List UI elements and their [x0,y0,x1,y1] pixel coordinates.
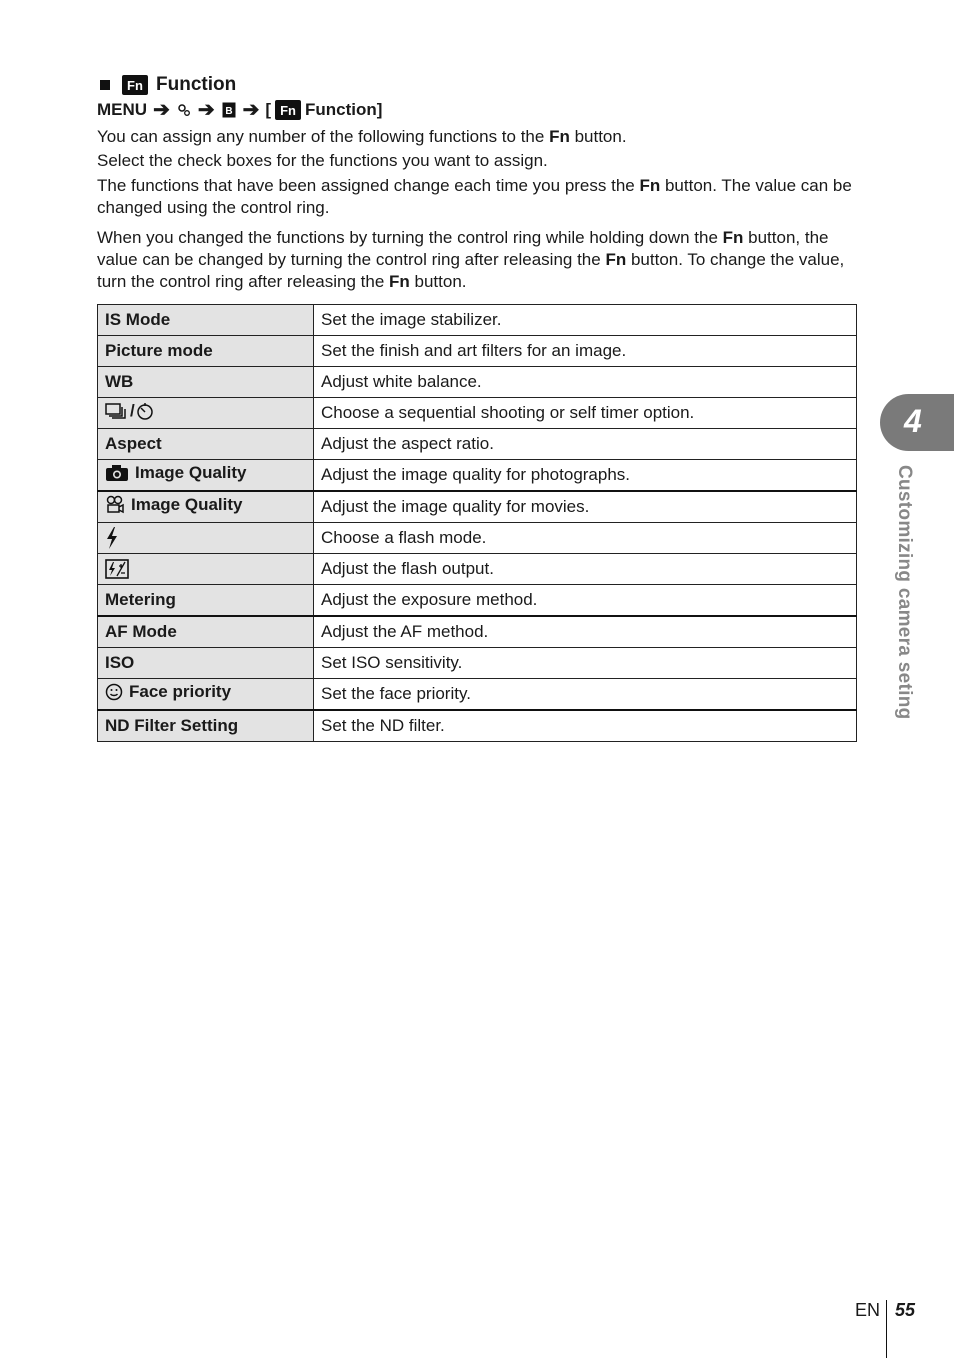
function-name: Aspect [98,429,314,460]
paragraph-1: You can assign any number of the following functions to the Fn button. [97,127,627,146]
function-name: Face priority [129,682,232,701]
heading-title: Function [156,74,237,95]
sequential-shooting-icon [105,402,129,420]
face-icon [105,683,123,701]
function-name: AF Mode [98,616,314,648]
function-name: Image Quality [135,463,247,482]
function-desc: Set the image stabilizer. [314,305,857,336]
function-desc: Set the ND filter. [314,710,857,742]
function-desc: Adjust the image quality for movies. [314,491,857,523]
custom-menu-gear-icon [176,102,192,118]
table-row [98,367,857,398]
chapter-number: 4 [904,403,922,439]
table-row [98,305,857,336]
table-row [98,648,857,679]
square-bullet-icon [100,80,110,90]
table-row [98,554,857,585]
menu-path [97,100,382,120]
table-row [98,336,857,367]
function-name: WB [98,367,314,398]
table-row [98,710,857,742]
flash-icon [105,527,119,549]
movie-icon [105,495,125,515]
function-table [97,304,857,742]
function-desc: Set the face priority. [314,679,857,711]
function-name: Metering [98,585,314,617]
paragraph-2: Select the check boxes for the functions you want to assign. [97,151,548,170]
function-name: Image Quality [131,494,243,514]
arrow-right-icon: ➔ [242,99,260,121]
function-desc: Choose a sequential shooting or self timer option. [314,398,857,429]
function-desc: Adjust the flash output. [314,554,857,585]
table-row [98,429,857,460]
table-row [98,398,857,429]
footer-divider [886,1300,887,1358]
svg-text:B: B [224,106,233,117]
function-desc: Adjust the aspect ratio. [314,429,857,460]
fn-icon: Fn [122,75,148,95]
chapter-tab [880,394,954,451]
table-row [98,523,857,554]
table-row [98,491,857,523]
function-desc: Choose a flash mode. [314,523,857,554]
section-heading [100,74,236,96]
custom-menu-b-icon [221,102,237,118]
function-name: IS Mode [98,305,314,336]
function-desc: Adjust the exposure method. [314,585,857,617]
function-desc: Adjust the AF method. [314,616,857,648]
table-row [98,585,857,617]
fn-icon: Fn [275,100,301,120]
function-name: Picture mode [98,336,314,367]
function-name: ISO [98,648,314,679]
menu-label: MENU [97,100,148,119]
function-desc: Adjust the image quality for photographs. [314,460,857,492]
camera-icon [105,464,129,482]
function-name-icons [98,398,314,429]
function-name: ND Filter Setting [98,710,314,742]
function-desc: Set ISO sensitivity. [314,648,857,679]
paragraph-3: The functions that have been assigned change each time you press the Fn button. The value can be changed using the control ring. [97,176,852,217]
function-desc: Set the finish and art filters for an image. [314,336,857,367]
slash: / [130,401,135,420]
page-number: 55 [895,1300,916,1320]
paragraph-4: When you changed the functions by turning the control ring while holding down the Fn button, the value can be changed by turning the control ring after releasing the Fn button. To change the value, turn the control ring after releasing the Fn button. [97,228,845,291]
bracket-open: [ [265,100,272,119]
flash-compensation-icon [105,559,129,579]
menu-target: Function] [305,100,383,119]
footer-language: EN [855,1300,881,1320]
table-row [98,460,857,492]
table-row [98,679,857,711]
function-desc: Adjust white balance. [314,367,857,398]
arrow-right-icon: ➔ [197,99,215,121]
table-row [98,616,857,648]
chapter-label: Customizing camera seting [894,465,915,720]
arrow-right-icon: ➔ [153,99,170,121]
self-timer-icon [136,402,154,420]
